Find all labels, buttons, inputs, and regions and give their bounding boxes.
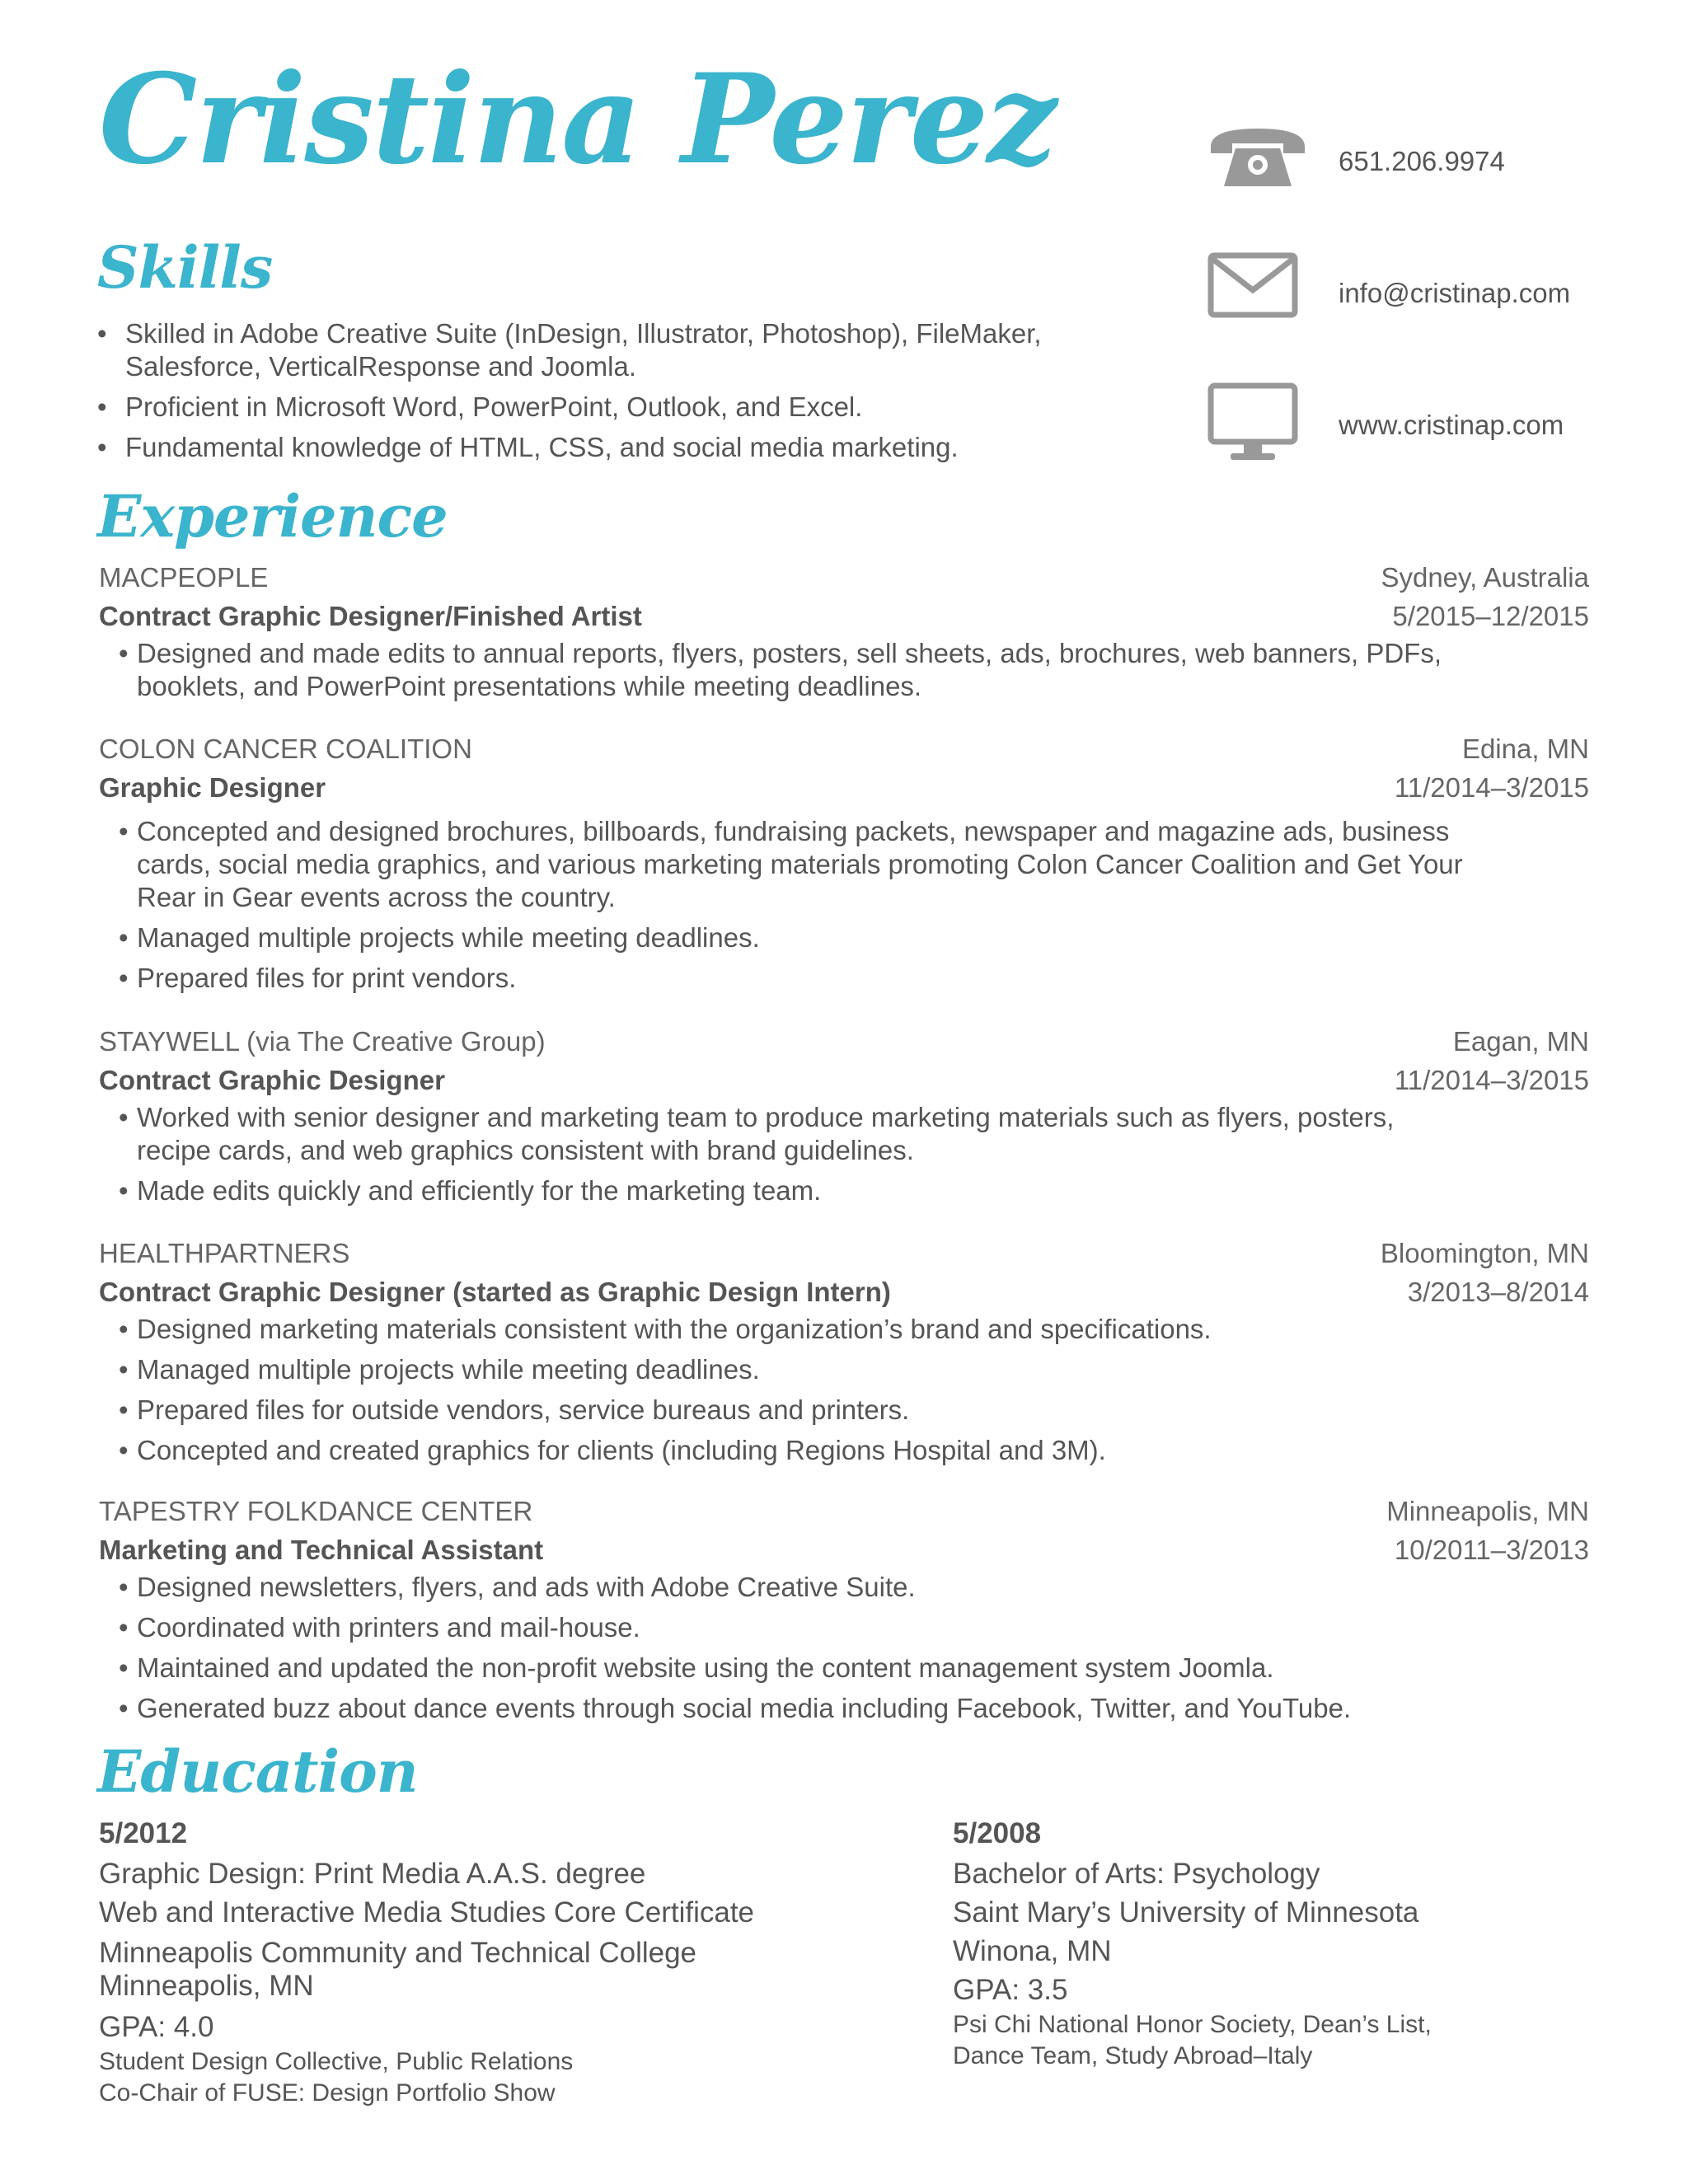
job-bullets <box>99 1571 1467 1725</box>
list-item: • Prepared files for print vendors. <box>99 962 1467 995</box>
education-note: Dance Team, Study Abroad–Italy <box>953 2042 1313 2069</box>
education-entry-left <box>99 1813 841 2109</box>
company-name: STAYWELL (via The Creative Group) <box>99 1026 546 1057</box>
skills-heading: Skills <box>97 233 273 302</box>
education-note: Psi Chi National Honor Society, Dean’s List, <box>953 2011 1432 2038</box>
company-name: TAPESTRY FOLKDANCE CENTER <box>99 1496 533 1526</box>
education-entry-right <box>953 1813 1688 2072</box>
company-name: HEALTHPARTNERS <box>99 1238 350 1268</box>
job-bullets <box>99 1313 1467 1467</box>
monitor-icon <box>1207 382 1298 467</box>
list-item: • Proficient in Microsoft Word, PowerPoint, Outlook, and Excel. <box>97 391 1119 424</box>
gpa: GPA: 3.5 <box>953 1974 1068 2006</box>
phone-number[interactable]: 651.206.9974 <box>1339 146 1505 176</box>
job-location: Eagan, MN <box>1452 1026 1589 1057</box>
list-item: • Designed and made edits to annual reports, flyers, posters, sell sheets, ads, brochures, web banners, PDFs, booklets, and PowerPoint presentations while meeting deadlines. <box>99 637 1467 703</box>
list-item: • Designed marketing materials consistent with the organization’s brand and specifications. <box>99 1313 1467 1346</box>
job-location: Sydney, Australia <box>1381 562 1589 593</box>
list-item: • Fundamental knowledge of HTML, CSS, and social media marketing. <box>97 431 1119 464</box>
company-name: MACPEOPLE <box>99 562 269 593</box>
list-item: • Skilled in Adobe Creative Suite (InDesign, Illustrator, Photoshop), FileMaker, Salesforce, VerticalResponse and Joomla. <box>97 317 1119 383</box>
education-note: Co-Chair of FUSE: Design Portfolio Show <box>99 2079 556 2107</box>
experience-heading: Experience <box>97 482 448 551</box>
email-address[interactable]: info@cristinap.com <box>1339 278 1571 308</box>
job-entry <box>99 1022 1589 1215</box>
job-title: Marketing and Technical Assistant <box>99 1535 544 1565</box>
company-name: COLON CANCER COALITION <box>99 733 472 764</box>
job-dates: 11/2014–3/2015 <box>1394 1065 1589 1095</box>
job-entry <box>99 558 1589 710</box>
school-location: Minneapolis, MN <box>99 1970 314 2002</box>
job-location: Bloomington, MN <box>1380 1238 1589 1268</box>
certificate: Web and Interactive Media Studies Core Certificate <box>99 1896 755 1929</box>
job-title: Contract Graphic Designer (started as Graphic Design Intern) <box>99 1277 891 1307</box>
education-date: 5/2012 <box>99 1817 188 1849</box>
job-entry <box>99 1234 1589 1474</box>
list-item: • Coordinated with printers and mail-house. <box>99 1611 1467 1644</box>
job-dates: 3/2013–8/2014 <box>1407 1277 1589 1307</box>
job-bullets <box>99 815 1467 995</box>
job-bullets <box>99 1101 1467 1207</box>
job-entry <box>99 729 1589 1002</box>
job-title: Contract Graphic Designer <box>99 1065 445 1095</box>
phone-icon <box>1207 124 1308 194</box>
list-item: • Designed newsletters, flyers, and ads with Adobe Creative Suite. <box>99 1571 1467 1604</box>
job-location: Edina, MN <box>1461 733 1589 764</box>
list-item: • Managed multiple projects while meeting deadlines. <box>99 921 1467 954</box>
job-dates: 5/2015–12/2015 <box>1392 601 1589 631</box>
list-item: • Worked with senior designer and marketing team to produce marketing materials such as flyers, posters, recipe cards, and web graphics consistent with brand guidelines. <box>99 1101 1467 1167</box>
education-note: Student Design Collective, Public Relations <box>99 2048 574 2075</box>
resume-name: Cristina Perez <box>99 47 1056 192</box>
degree: Bachelor of Arts: Psychology <box>953 1858 1320 1890</box>
school-name: Minneapolis Community and Technical College <box>99 1937 697 1969</box>
list-item: • Generated buzz about dance events through social media including Facebook, Twitter, and YouTube. <box>99 1692 1467 1725</box>
list-item: • Made edits quickly and efficiently for the marketing team. <box>99 1174 1467 1207</box>
education-heading: Education <box>97 1737 418 1806</box>
job-title: Contract Graphic Designer/Finished Artist <box>99 601 642 631</box>
job-dates: 11/2014–3/2015 <box>1394 772 1589 803</box>
school-location: Winona, MN <box>953 1935 1112 1967</box>
list-item: • Concepted and designed brochures, billboards, fundraising packets, newspaper and magazine ads, business cards, social media graphics, and various marketing materials promoting Colon Cancer Coalition and Get Your Rear in Gear events across the country. <box>99 815 1467 914</box>
job-bullets <box>99 637 1467 703</box>
degree: Graphic Design: Print Media A.A.S. degree <box>99 1858 646 1890</box>
gpa: GPA: 4.0 <box>99 2011 214 2043</box>
list-item: • Managed multiple projects while meeting deadlines. <box>99 1353 1467 1386</box>
job-entry <box>99 1492 1589 1732</box>
list-item: • Maintained and updated the non-profit website using the content management system Joomla. <box>99 1652 1467 1685</box>
education-date: 5/2008 <box>953 1817 1042 1849</box>
list-item: • Prepared files for outside vendors, service bureaus and printers. <box>99 1394 1467 1427</box>
school-name: Saint Mary’s University of Minnesota <box>953 1896 1419 1929</box>
job-location: Minneapolis, MN <box>1386 1496 1589 1526</box>
job-dates: 10/2011–3/2013 <box>1394 1535 1589 1565</box>
mail-icon <box>1207 252 1298 322</box>
website-url[interactable]: www.cristinap.com <box>1339 410 1564 440</box>
list-item: • Concepted and created graphics for clients (including Regions Hospital and 3M). <box>99 1434 1467 1467</box>
skills-list <box>97 317 1119 471</box>
job-title: Graphic Designer <box>99 772 326 803</box>
